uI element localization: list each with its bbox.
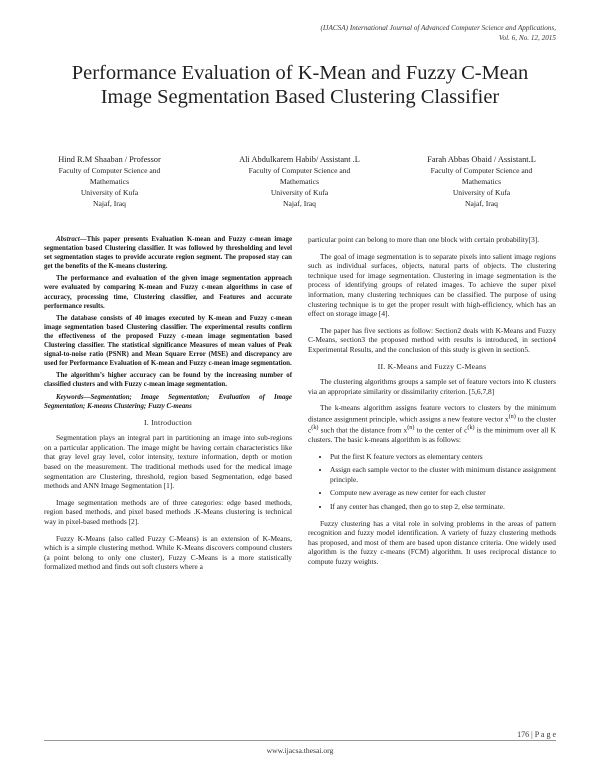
list-item: • Assign each sample vector to the cluster with minimum distance assignment principle. bbox=[330, 465, 556, 484]
abstract-paragraph: The algorithm’s higher accuracy can be found by the increasing number of classified clusters and with Fuzzy c-mean image segmentation. bbox=[44, 372, 292, 389]
paper-title: Performance Evaluation of K-Mean and Fuzzy C-Mean Image Segmentation Based Clustering Classifier bbox=[71, 62, 529, 108]
author-affiliation: Najaf, Iraq bbox=[465, 199, 498, 208]
author-affiliation: Faculty of Computer Science and bbox=[58, 166, 161, 175]
body-paragraph: particular point can belong to more than one block with certain probability[3]. bbox=[308, 235, 540, 244]
body-paragraph: Image segmentation methods are of three categories: edge based methods, region based methods, and pixel based methods .K-Means clustering is technical way in pixel-based methods [2]. bbox=[44, 497, 292, 527]
body-paragraph: Segmentation plays an integral part in partitioning an image into sub-regions on a particular application. The image might be having certain characteristics like that gray level gray level, color intensity, texture information, depth or motion based on the measurement. The traditional methods used for the medical image segmentation are Clustering, threshold, region based Segmentation, edge based methods and ANN Image Segmentation [1]. bbox=[44, 433, 292, 491]
author-affiliation: University of Kufa bbox=[80, 188, 139, 197]
body-paragraph: Fuzzy K-Means (also called Fuzzy C-Means) is an extension of K-Means, which is a simple clustering method. While K-Means discovers compound clusters (a point belong to only one cluster), Fuzzy C-Means is a more statistically formalized method and finds out soft clusters where a bbox=[44, 533, 292, 572]
author-affiliation: Mathematics bbox=[89, 177, 130, 186]
author-affiliation: Mathematics bbox=[461, 177, 502, 186]
author-affiliation: Faculty of Computer Science and bbox=[430, 166, 533, 175]
author-block-2 bbox=[212, 154, 387, 209]
body-paragraph: Fuzzy clustering has a vital role in solving problems in the areas of pattern recognition and fuzzy model identification. A variety of fuzzy clustering methods has proposed, and most of them are based upon distance criteria. One widely used algorithm is the fuzzy c-means (FCM) algorithm. It uses reciprocal distance to compute fuzzy weights. bbox=[308, 518, 556, 566]
author-affiliation: Mathematics bbox=[279, 177, 320, 186]
abstract bbox=[44, 235, 292, 390]
author-name: Hind R.M Shaaban / Professor bbox=[58, 155, 161, 164]
body-paragraph-kmeans: The k-means algorithm assigns feature vectors to clusters by the minimum distance assignment principle, which assigns a new feature vector $x^{(n)}$ to the cluster $c^{(k)}$ such that the distance from $x^{(n)}$ to the center of $c^{(k)}$ is the minimum over all K clusters. The basic k-means algorithm is as follows: bbox=[308, 403, 556, 445]
section-heading-introduction: I. Introduction bbox=[143, 417, 193, 427]
author-name: Farah Abbas Obaid / Assistant.L bbox=[427, 155, 536, 164]
abstract-paragraph: The performance and evaluation of the given image segmentation approach were evaluated by comparing K-mean and Fuzzy c-mean algorithms in case of accuracy, processing time, Clustering classifier, and Features and accurate performance results. bbox=[44, 275, 292, 310]
abstract-paragraph: The database consists of 40 images executed by K-mean and Fuzzy c-mean image segmentation based Clustering classifier. The experimental results confirm the effectiveness of the proposed Fuzzy c-mean image segmentation based Clustering classifier. The statistical significance Measures of mean values of Peak signal-to-noise ratio (PSNR) and Mean Square Error (MSE) and discrepancy are used for Performance Evaluation of K-mean and Fuzzy c-mean image segmentation. bbox=[44, 314, 292, 368]
author-affiliation: Najaf, Iraq bbox=[283, 199, 316, 208]
list-item: • If any center has changed, then go to step 2, else terminate. bbox=[330, 502, 556, 512]
body-paragraph: The clustering algorithms groups a sample set of feature vectors into K clusters via an appropriate similarity or dissimilarity criterion. [5,6,7,8] bbox=[308, 377, 556, 396]
body-paragraph: The paper has five sections as follow: Section2 deals with K-Means and Fuzzy C-Means, section3 the proposed method with results is introduced, in section4 Experimental Results, and the conclusion of this study is given in section5. bbox=[308, 325, 556, 354]
section-heading-kmeans-fcm: II. K-Means and Fuzzy C-Means bbox=[377, 361, 487, 371]
algorithm-steps-list bbox=[308, 452, 556, 512]
author-block-1 bbox=[22, 154, 197, 209]
keywords bbox=[44, 393, 292, 411]
journal-header bbox=[321, 24, 556, 43]
author-affiliation: Najaf, Iraq bbox=[93, 199, 126, 208]
page-number: 176 | P a g e bbox=[517, 730, 556, 739]
author-affiliation: Faculty of Computer Science and bbox=[248, 166, 351, 175]
keywords-text: Segmentation; Image Segmentation; Evaluation of Image Segmentation; K-means Clustering; Fuzzy C-means bbox=[44, 393, 292, 410]
author-name: Ali Abdulkarem Habib/ Assistant .L bbox=[239, 155, 360, 164]
journal-header-line1: (IJACSA) International Journal of Advanced Computer Science and Applications, bbox=[320, 24, 556, 32]
author-affiliation: University of Kufa bbox=[452, 188, 511, 197]
journal-header-line2: Vol. 6, No. 12, 2015 bbox=[498, 33, 556, 42]
list-item: • Compute new average as new center for each cluster bbox=[330, 488, 556, 498]
left-column bbox=[44, 235, 292, 579]
keywords-label: Keywords— bbox=[56, 393, 91, 401]
footer-divider bbox=[44, 740, 556, 741]
footer-url: www.ijacsa.thesai.org bbox=[266, 746, 334, 755]
author-affiliation: University of Kufa bbox=[270, 188, 329, 197]
author-block-3 bbox=[394, 154, 569, 209]
body-paragraph: The goal of image segmentation is to separate pixels into salient image regions such as individual surfaces, objects, natural parts of objects. The clustering technique used for image segmentation. Clustering in image segmentation is the process of identifying groups of related images. To achieve the super pixel information, many clustering techniques can be classified. The purpose of using clustering technique is to get the proper result with high-efficiency, which has an effect on storage image [4]. bbox=[308, 251, 556, 319]
list-item: • Put the first K feature vectors as elementary centers bbox=[330, 452, 556, 462]
abstract-label: Abstract bbox=[56, 236, 80, 243]
abstract-text: —This paper presents Evaluation K-mean and Fuzzy c-mean image segmentation based Clustering classifier. It was followed by thresholding and level set segmentation stages to provide accurate region segment. The proposed stay can get the benefits of the K-means clustering. bbox=[44, 236, 292, 271]
right-column bbox=[308, 235, 556, 574]
